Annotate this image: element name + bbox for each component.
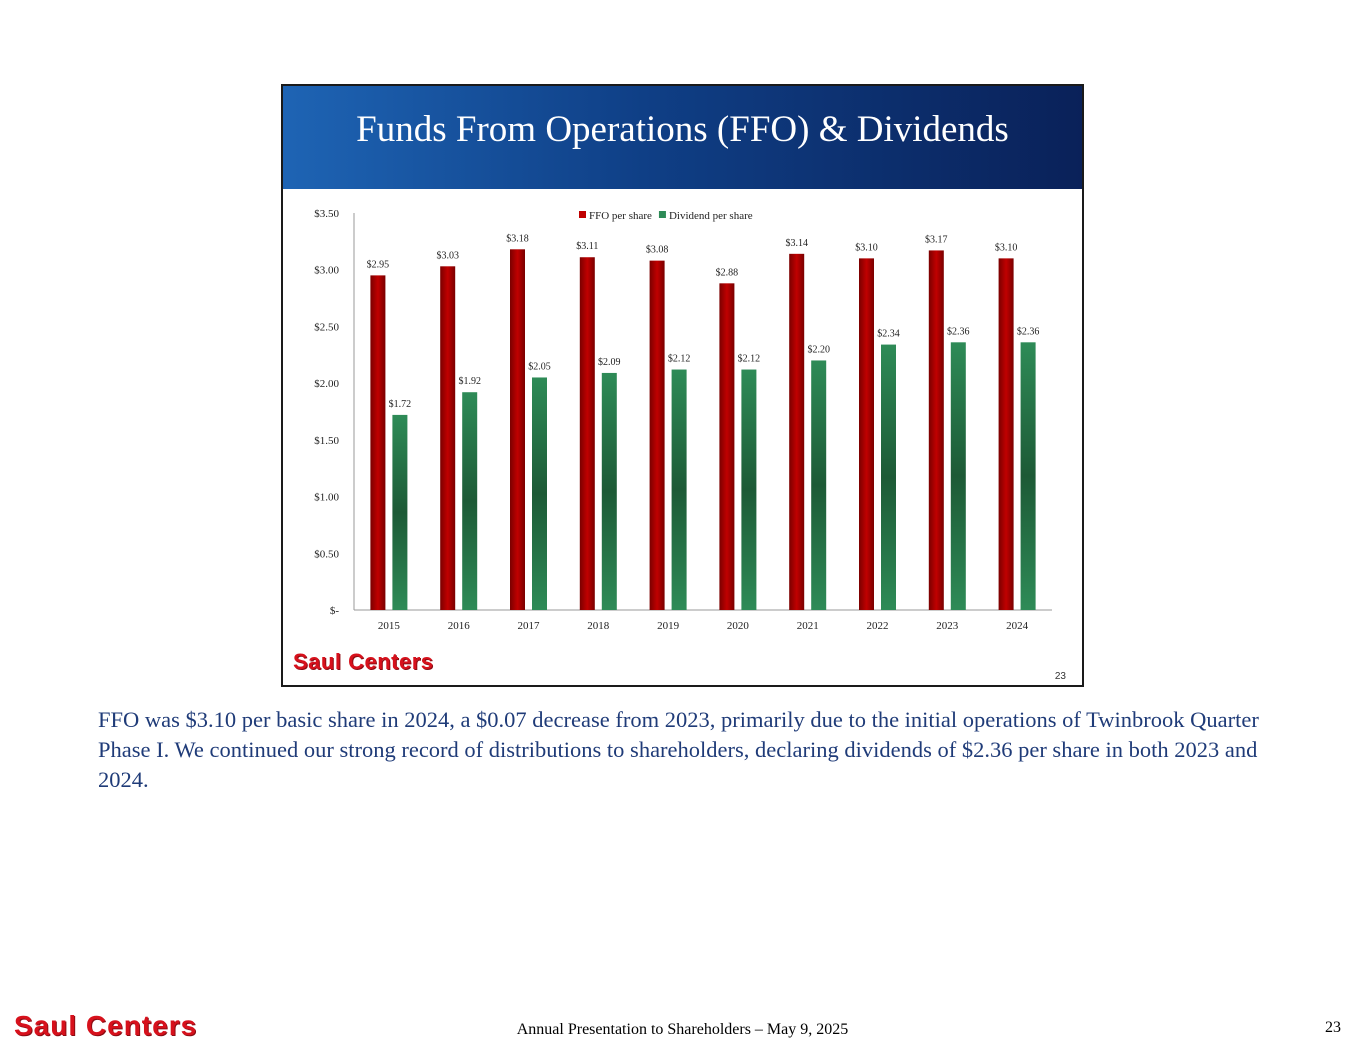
y-tick-label: $1.00 xyxy=(314,491,339,504)
x-tick-label: 2021 xyxy=(796,620,819,632)
x-tick-label: 2023 xyxy=(936,620,959,632)
ffo-bar xyxy=(929,250,944,610)
dividend-bar xyxy=(741,370,756,610)
ffo-bar xyxy=(510,249,525,610)
legend-dividend-swatch xyxy=(659,211,666,218)
dividend-data-label: $2.12 xyxy=(737,353,761,365)
footer-logo: Saul Centers xyxy=(14,1010,198,1041)
dividend-bar xyxy=(951,342,966,610)
y-tick-label: $3.50 xyxy=(314,208,339,220)
ffo-data-label: $3.11 xyxy=(576,241,599,253)
ffo-bar xyxy=(999,258,1014,610)
dividend-bar xyxy=(392,415,407,610)
dividend-data-label: $2.36 xyxy=(1016,326,1040,338)
dividend-bar xyxy=(532,377,547,610)
dividend-data-label: $2.36 xyxy=(947,326,970,338)
x-tick-label: 2019 xyxy=(657,620,680,632)
dividend-data-label: $2.20 xyxy=(807,344,830,356)
ffo-dividend-chart xyxy=(283,86,1082,685)
ffo-data-label: $3.14 xyxy=(785,237,808,249)
ffo-bar xyxy=(440,266,455,610)
dividend-bar xyxy=(462,392,477,610)
ffo-bar xyxy=(789,254,804,610)
x-tick-label: 2020 xyxy=(726,620,749,632)
legend-ffo-label: FFO per share xyxy=(589,210,652,222)
dividend-bar xyxy=(602,373,617,610)
x-tick-label: 2015 xyxy=(377,620,400,632)
x-tick-label: 2024 xyxy=(1006,620,1029,632)
y-tick-label: $3.00 xyxy=(314,264,339,277)
dividend-bar xyxy=(672,370,687,610)
y-tick-label: $2.00 xyxy=(314,378,339,391)
dividend-bar xyxy=(1021,342,1036,610)
dividend-data-label: $2.12 xyxy=(667,353,691,365)
footer-page-number: 23 xyxy=(1325,1019,1341,1036)
ffo-bar xyxy=(580,257,595,610)
ffo-caption: FFO was $3.10 per basic share in 2024, a $0.07 decrease from 2023, primarily due to the initial operations of Twinbrook Quarter Phase I. We continued our strong record of distributions to shareholders, declaring dividends of $2.36 per share in both 2023 and 2024. xyxy=(98,707,1259,792)
legend-dividend-label: Dividend per share xyxy=(668,210,753,222)
slide-title: Funds From Operations (FFO) & Dividends xyxy=(356,109,1009,150)
ffo-data-label: $3.10 xyxy=(994,242,1018,254)
ffo-data-label: $3.17 xyxy=(925,234,948,246)
ffo-data-label: $3.03 xyxy=(436,250,459,262)
ffo-bar xyxy=(719,283,734,610)
legend-ffo-swatch xyxy=(579,211,586,218)
y-tick-label: $- xyxy=(329,605,339,617)
ffo-data-label: $3.18 xyxy=(506,233,529,245)
chart-legend xyxy=(579,210,753,222)
ffo-data-label: $3.10 xyxy=(855,242,878,254)
dividend-bar xyxy=(881,345,896,610)
slide-logo: Saul Centers xyxy=(293,649,434,674)
footer-text: Annual Presentation to Shareholders – May 9, 2025 xyxy=(516,1021,849,1038)
dividend-data-label: $2.05 xyxy=(528,361,551,373)
dividend-data-label: $2.09 xyxy=(598,356,621,368)
chart-slide xyxy=(281,84,1084,687)
bars-group xyxy=(367,233,1040,610)
ffo-bar xyxy=(650,261,665,610)
ffo-data-label: $2.95 xyxy=(366,259,390,271)
x-tick-label: 2016 xyxy=(447,620,470,632)
y-tick-label: $0.50 xyxy=(314,548,339,561)
ffo-bar xyxy=(370,275,385,610)
y-tick-label: $1.50 xyxy=(314,434,339,447)
x-tick-label: 2022 xyxy=(866,620,889,632)
dividend-data-label: $1.92 xyxy=(458,376,481,388)
slide-page-number: 23 xyxy=(1054,671,1066,682)
ffo-data-label: $3.08 xyxy=(645,244,669,256)
x-tick-label: 2017 xyxy=(517,620,540,632)
x-tick-label: 2018 xyxy=(587,620,610,632)
ffo-data-label: $2.88 xyxy=(715,267,739,279)
x-axis xyxy=(354,610,1052,632)
dividend-data-label: $2.34 xyxy=(877,328,900,340)
dividend-bar xyxy=(811,360,826,610)
dividend-data-label: $1.72 xyxy=(388,398,412,410)
y-tick-label: $2.50 xyxy=(314,321,339,334)
ffo-bar xyxy=(859,258,874,610)
y-axis xyxy=(314,208,354,617)
